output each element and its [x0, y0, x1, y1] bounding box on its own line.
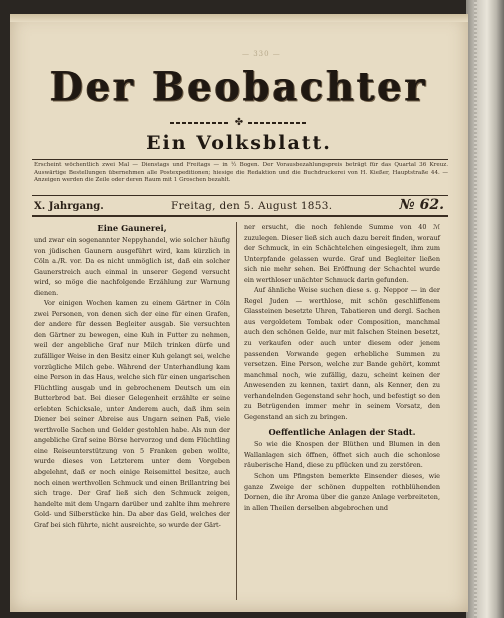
dateline	[34, 197, 448, 215]
issue-date: Freitag, den 5. August 1853.	[171, 200, 333, 212]
article-heading-parks: Oeffentliche Anlagen der Stadt.	[268, 427, 416, 438]
ornament-line-right	[248, 122, 308, 124]
ornament-knot-icon: ✤	[234, 117, 244, 128]
parks-article-paragraph-2: Schon um Pfingsten bemerkte Einsender dieses, wie ganze Zweige der schönen duppelten rothblühenden Dornen, die ihr Aroma über die ganze Anlage verbreiteten, in allen Theilen derselben abgebrochen und	[244, 472, 440, 512]
title-ornament	[170, 118, 308, 128]
divider-rule-dateline	[32, 215, 448, 217]
publication-info: Erscheint wöchentlich zwei Mal — Dienstags und Freitags — in ½ Bogen. Der Vorausbezahlungspreis beträgt für das Quartal 36 Kreuz. Auswärtige Bestellungen übernehmen alle Postexpeditionen; hiesige die Redaktion und die Buchdruckerei von H. Kießer, Hauptstraße 44. — Anzeigen werden die Zeile oder deren Raum mit 1 Groschen bezahlt.	[34, 162, 448, 184]
volume-label: X. Jahrgang.	[34, 201, 104, 212]
right-column	[244, 222, 440, 513]
newspaper-page	[10, 14, 468, 612]
article-continuation-text: ner ersucht, die noch fehlende Summe von 40 ℳ zuzulegen. Dieser ließ sich auch dazu bereit finden, worauf der Schmuck, in ein Schächtelchen eingesiegelt, ihm zum Unterpfande gelassen wurde. Graf und Begleiter ließen sich nie mehr sehen. Bei Eröffnung der Schachtel wurde ein werthloser unächter Schmuck darin gefunden.	[244, 223, 440, 284]
column-divider	[236, 222, 237, 600]
article-body-text: Vor einigen Wochen kamen zu einem Gärtner in Cöln zwei Personen, von denen sich der eine für einen Grafen, der andere für dessen Begleiter ausgab. Sie versuchten den Gärtner zu bewegen, eine Kuh in Futter zu nehmen, weil der angebliche Graf nur Milch trinken dürfe und zufälliger Weise in den Besitz einer Kuh gelangt sei, welche vorzügliche Milch gebe. Während der Unterhandlung kam eine Person in das Haus, welche sich für einen ungarischen Flüchtling ausgab und in gebrochenem Deutsch um ein Butterbrod bat. Bei dieser Gelegenheit erzählte er seine erlebten Schicksale, unter Anderem auch, daß ihm sein Diener bei seiner Abreise aus Ungarn seinen Paß, viele werthvolle Sachen und Gelder gestohlen habe. Als nun der angebliche Graf seine Börse hervorzog und dem Flüchtling eine Reiseunterstützung von 5 Franken geben wollte, wurde dieses von Letzterem unter dem Vorgeben abgelehnt, daß er noch einige Reisemittel besitze, auch noch einen werthvollen Schmuck und einen Brillantring bei sich trage. Der Graf ließ sich den Schmuck zeigen, handelte mit dem Ungarn darüber und zahlte ihm mehrere Gold- und Silberstücke hin. Da aber das Geld, welches der Graf bei sich führte, nicht ausreichte, so wurde der Gärt-	[34, 299, 230, 529]
divider-rule-info	[32, 195, 448, 196]
ornament-line-left	[170, 122, 230, 124]
issue-number: № 62.	[399, 197, 444, 213]
article-heading-fraud: Eine Gaunerei,	[97, 223, 167, 233]
divider-rule-top	[32, 159, 448, 160]
newspaper-subtitle: Ein Volksblatt.	[146, 132, 332, 154]
page-number: — 330 —	[242, 50, 281, 58]
book-page-edges	[466, 0, 504, 618]
article-lead-text: und zwar ein sogenannter Neppyhandel, wie solcher häufig von jüdischen Gaunern ausgeführt wird, kam kürzlich in Cöln a./R. vor. Da es nicht unmöglich ist, daß ein solcher Gaunerstreich auch einmal in unserer Gegend versucht wird, so möge die nachfolgende Erzählung zur Warnung dienen.	[34, 236, 230, 297]
left-column	[34, 222, 230, 530]
article-continuation-text-2: Auf ähnliche Weise suchen diese s. g. Neppor — in der Regel Juden — werthlose, mit schön geschliffenem Glassteinen besetzte Uhren, Tabatieren und dergl. Sachen aus vergoldetem Tombak oder Composition, manchmal auch den schönen Gelde, nur mit falschen Steinen besetzt, zu verkaufen oder auch unter diesem oder jenem passenden Vorwande gegen erhebliche Summen zu versetzen. Eine Person, welche zur Bande gehört, kommt manchmal noch, wie zufällig, dazu, scheint keinen der Anwesenden zu kennen, taxirt dann, als Kenner, den zu verhandelnden Gegenstand sehr hoch, und befestigt so den zu Betrügenden immer mehr in seinem Vorsatz, den Gegenstand an sich zu bringen.	[244, 286, 440, 421]
newspaper-title: Der Beobachter	[50, 62, 428, 111]
parks-article-paragraph-1: So wie die Knospen der Blüthen und Blumen in den Wallanlagen sich öffnen, öffnet sich auch die schonlose räuberische Hand, diese zu pflücken und zu zerstören.	[244, 440, 440, 470]
